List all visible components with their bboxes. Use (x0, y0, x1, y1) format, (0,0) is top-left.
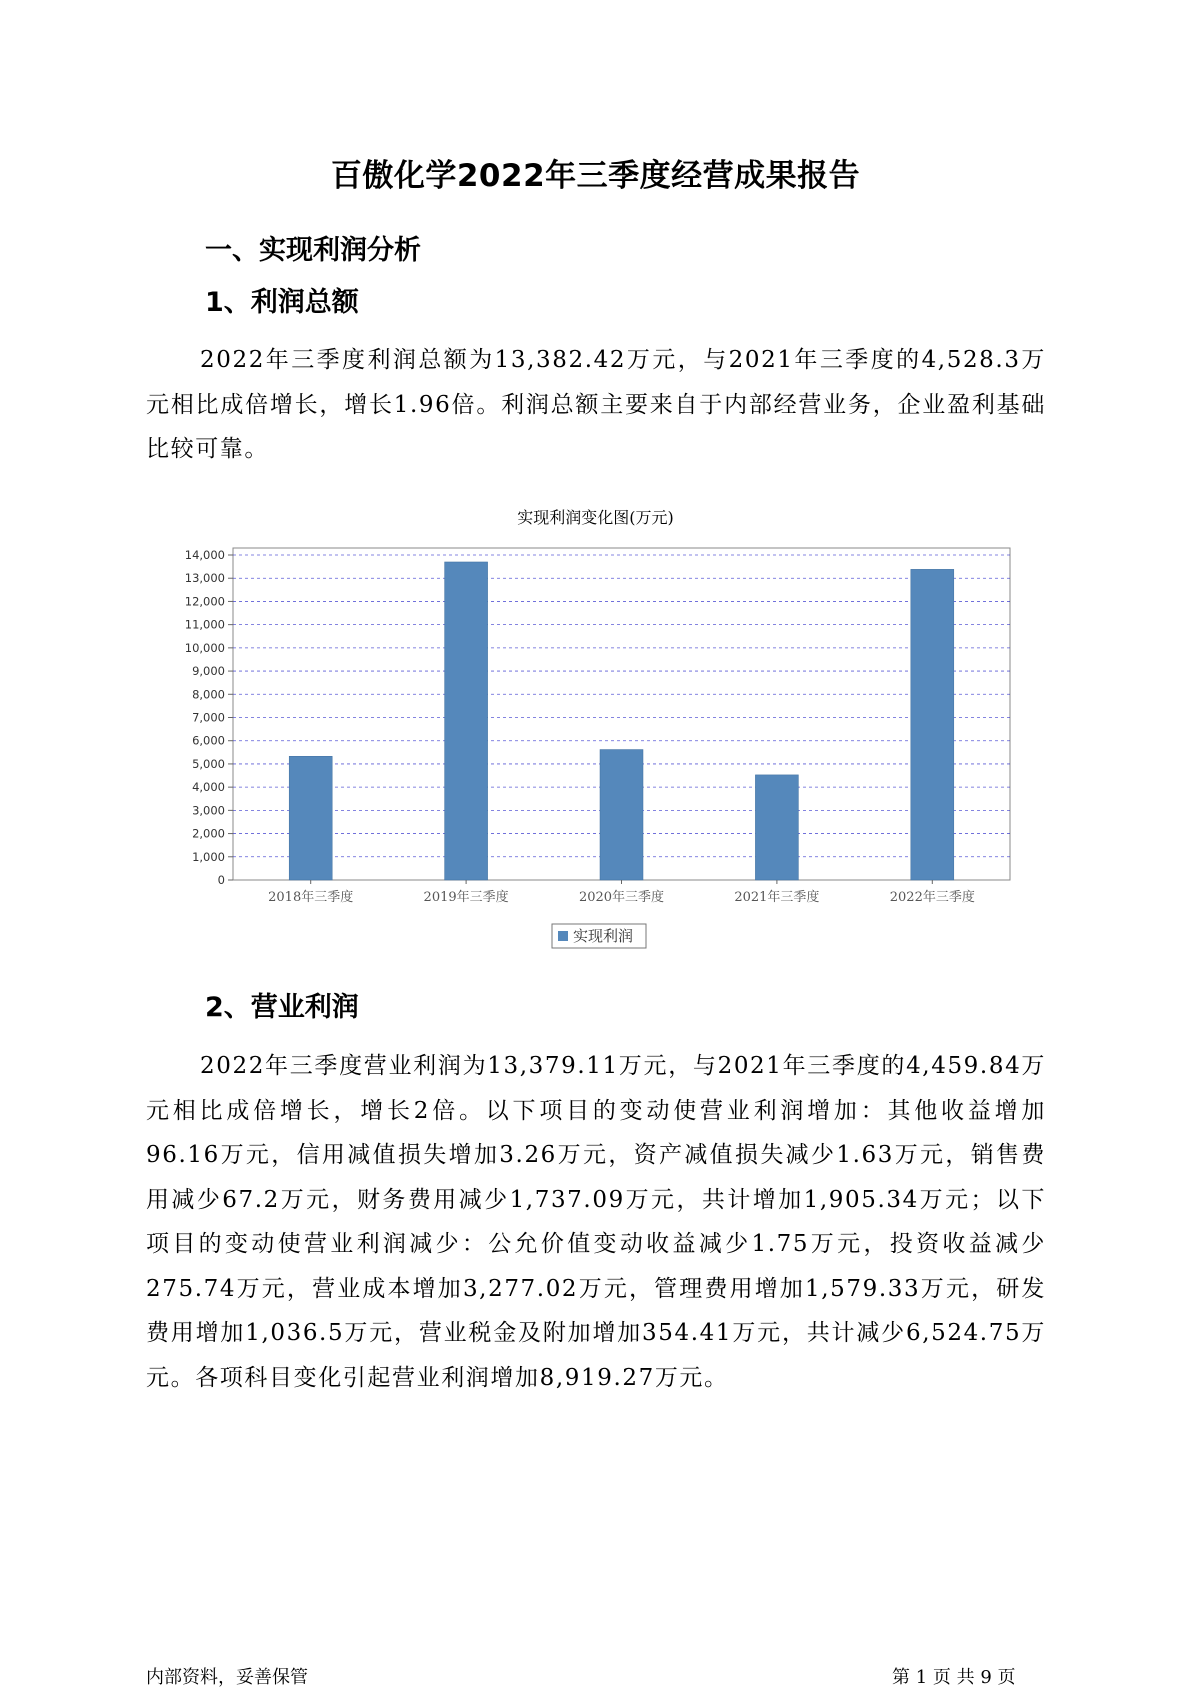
y-tick-label: 4,000 (192, 780, 225, 795)
bar (755, 775, 798, 880)
y-tick-label: 11,000 (184, 617, 225, 632)
y-tick-label: 8,000 (192, 687, 225, 702)
subsection-heading-operating-profit: 2、营业利润 (205, 992, 359, 1023)
y-tick-label: 10,000 (184, 640, 225, 655)
footer-page-number: 第 1 页 共 9 页 (892, 1667, 1016, 1688)
y-tick-label: 9,000 (192, 664, 225, 679)
footer-confidential-note: 内部资料，妥善保管 (146, 1667, 308, 1688)
subsection-heading-profit-total: 1、利润总额 (205, 287, 359, 318)
y-tick-label: 14,000 (184, 548, 225, 562)
y-tick-label: 7,000 (192, 710, 225, 725)
bar (445, 562, 488, 880)
section-heading: 一、实现利润分析 (205, 235, 421, 266)
paragraph-text: 2022年三季度利润总额为13,382.42万元，与2021年三季度的4,528.3万元相比成倍增长，增长1.96倍。利润总额主要来自于内部经营业务，企业盈利基础比较可靠。 (146, 347, 1046, 462)
paragraph-operating-profit (146, 1044, 1046, 1400)
document-title: 百傲化学2022年三季度经营成果报告 (330, 158, 861, 194)
bar (911, 569, 954, 880)
y-tick-label: 6,000 (192, 733, 225, 748)
y-tick-label: 2,000 (192, 826, 225, 841)
paragraph-profit-total (146, 338, 1046, 472)
paragraph-text: 2022年三季度营业利润为13,379.11万元，与2021年三季度的4,459.84万元相比成倍增长，增长2倍。以下项目的变动使营业利润增加：其他收益增加96.16万元，信用减值损失增加3.26万元，资产减值损失减少1.63万元，销售费用减少67.2万元，财务费用减少1,737.09万元，共计增加1,905.34万元；以下项目的变动使营业利润减少：公允价值变动收益减少1.75万元，投资收益减少275.74万元，营业成本增加3,277.02万元，管理费用增加1,579.33万元，研发费用增加1,036.5万元，营业税金及附加增加354.41万元，共计减少6,524.75万元。各项科目变化引起营业利润增加8,919.27万元。 (146, 1053, 1046, 1391)
chart-title: 实现利润变化图(万元) (517, 508, 674, 527)
y-tick-label: 13,000 (184, 571, 225, 586)
bar (600, 750, 643, 880)
x-tick-label: 2022年三季度 (889, 890, 975, 905)
y-tick-label: 12,000 (184, 594, 225, 609)
x-tick-label: 2020年三季度 (578, 890, 665, 905)
y-tick-label: 1,000 (192, 849, 225, 864)
y-tick-label: 3,000 (192, 803, 225, 818)
x-tick-label: 2021年三季度 (734, 890, 820, 905)
profit-bar-chart (160, 538, 1020, 958)
y-tick-label: 0 (217, 873, 225, 887)
legend-label: 实现利润 (573, 927, 634, 945)
y-tick-label: 5,000 (192, 756, 225, 771)
bar (289, 756, 332, 880)
x-tick-label: 2019年三季度 (423, 890, 509, 905)
legend-swatch (558, 931, 568, 941)
x-tick-label: 2018年三季度 (268, 890, 354, 905)
